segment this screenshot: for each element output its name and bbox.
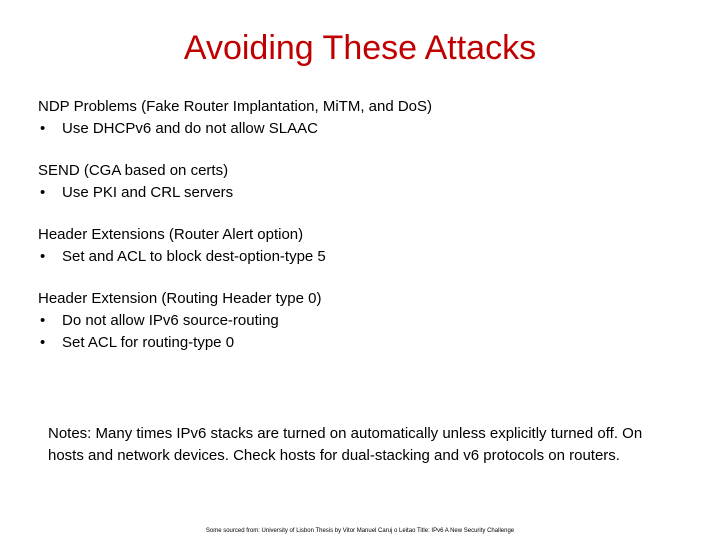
slide-title: Avoiding These Attacks	[183, 29, 537, 67]
section-header-extensions	[38, 224, 698, 268]
bullet-text: Set and ACL to block dest-option-type 5	[62, 248, 326, 265]
bullet-icon: •	[40, 184, 46, 201]
bullet-text: Do not allow IPv6 source-routing	[62, 312, 279, 329]
bullet-item	[38, 182, 698, 204]
section-routing-header	[38, 288, 698, 354]
bullet-item	[38, 332, 698, 354]
section-heading: NDP Problems (Fake Router Implantation, MiTM, and DoS)	[38, 98, 433, 115]
bullet-text: Use DHCPv6 and do not allow SLAAC	[62, 120, 318, 137]
bullet-item	[38, 310, 698, 332]
bullet-icon: •	[40, 120, 46, 137]
slide-content	[38, 96, 698, 374]
bullet-icon: •	[40, 312, 46, 329]
section-heading: Header Extension (Routing Header type 0)	[38, 290, 322, 307]
bullet-list	[38, 118, 698, 140]
bullet-item	[38, 118, 698, 140]
section-ndp-problems	[38, 96, 698, 140]
bullet-item	[38, 246, 698, 268]
bullet-text: Use PKI and CRL servers	[62, 184, 234, 201]
section-heading: Header Extensions (Router Alert option)	[38, 226, 304, 243]
source-footer: Some sourced from: University of Lisbon Thesis by Vitor Manuel Caruj o Leitao Title: IPv6 A New Security Challenge	[205, 528, 515, 534]
bullet-list	[38, 246, 698, 268]
bullet-list	[38, 310, 698, 354]
section-heading: SEND (CGA based on certs)	[38, 162, 229, 179]
bullet-icon: •	[40, 334, 46, 351]
notes-paragraph: Notes: Many times IPv6 stacks are turned on automatically unless explicitly turned off. On hosts and network devices. Check hosts for dual-stacking and v6 protocols on routers.	[48, 425, 643, 464]
section-send	[38, 160, 698, 204]
bullet-list	[38, 182, 698, 204]
bullet-icon: •	[40, 248, 46, 265]
bullet-text: Set ACL for routing-type 0	[62, 334, 235, 351]
